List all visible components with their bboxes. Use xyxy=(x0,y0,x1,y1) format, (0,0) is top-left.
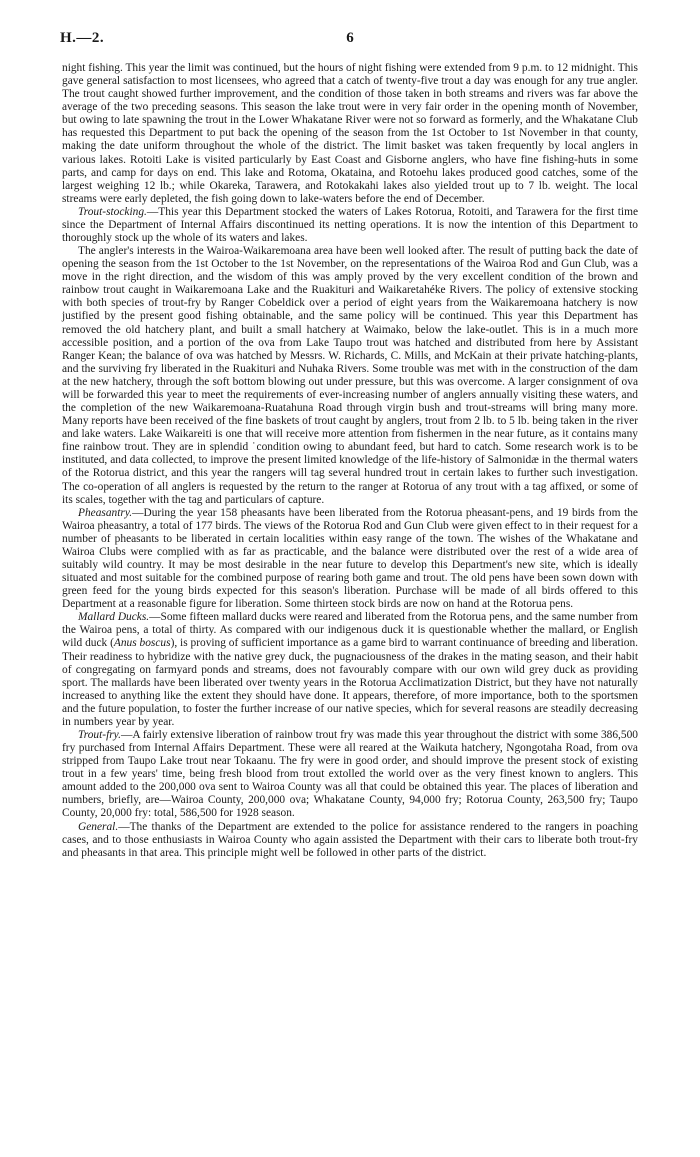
section-heading: Mallard Ducks. xyxy=(78,611,150,624)
paragraph-text: ), is proving of sufficient importance as a game bird to warrant continuance of breeding and liberation. Their readiness to hybridize with the native grey duck, the pugnaciousness of the drakes in the mating season, and their habit of congregating on farmyard ponds and streams, does not favourably compare with our own wild grey duck as providing sport. The mallards have been liberated over twenty years in the Rotorua Acclimatization District, but they have not naturally increased to anything like the extent they should have done. It appears, therefore, of more importance, both to the sportsmen and the future population, to foster the further increase of our native species, which for several reasons are steadily decreasing in numbers year by year. xyxy=(62,637,638,728)
section-heading: General. xyxy=(78,820,119,833)
section-heading: Trout-stocking. xyxy=(78,205,147,218)
page-number: 6 xyxy=(346,30,354,46)
paragraph-night-fishing xyxy=(62,62,638,206)
paragraph-general xyxy=(62,821,638,860)
paragraph-trout-stocking xyxy=(62,206,638,245)
paragraph-text: night fishing. This year the limit was continued, but the hours of night fishing were extended from 9 p.m. to 12 midnight. This gave general satisfaction to most licensees, who agreed that a catch of twenty-five trout a day was enough for any true angler. The trout caught showed further improvement, and the condition of those taken in both streams and rivers was far above the average of the two preceding seasons. This season the lake trout were in very fair order in the opening month of November, but owing to late spawning the trout in the Lower Whakatane River were not so forward as formerly, and the Whakatane Club has requested this Department to put back the opening of the season from the 1st October to 1st November in that county, making the date uniform throughout the whole of the district. The limit basket was taken frequently by local anglers in various lakes. Rotoiti Lake is visited particularly by East Coast and Gisborne anglers, who have fine fishing-huts in some parts, and camp for days on end. This lake and Rotoma, Okataina, and Rotoehu lakes produced good catches, some of the largest weighing 12 lb.; while Okareka, Tarawera, and Rotokakahi lakes also yielded trout up to 7 lb. weight. The local streams were early depleted, the fish going down to lake-waters before the end of December. xyxy=(62,62,638,205)
paragraph-text: —This year this Department stocked the waters of Lakes Rotorua, Rotoiti, and Tarawera for the first time since the Department of Internal Affairs discontinued its netting operations. It is now the intention of this Department to thoroughly stock up the whole of its waters and lakes. xyxy=(62,205,638,245)
paragraph-text: —During the year 158 pheasants have been liberated from the Rotorua pheasant-pens, and 19 birds from the Wairoa pheasantry, a total of 177 birds. The views of the Rotorua Rod and Gun Club were given effect to in their request for a number of pheasants to be liberated in certain localities within easy range of the town. The wishes of the Whakatane and Wairoa Clubs were complied with as far as practicable, and the balance were distributed over the rest of a wide area of suitably wild country. It may be most desirable in the near future to develop this Department's new site, which is ideally situated and most suitable for the combined purpose of rearing both game and trout. The old pens have been sown down with green feed for the young birds expected for this season's liberation. Purchase will be made of all birds offered to this Department at a reasonable figure for liberation. Some thirteen stock birds are now on hand at the Rotorua pens. xyxy=(62,506,638,611)
paragraph-text: —Some fifteen mallard ducks were reared and liberated from the Rotorua pens, and the same number from the Wairoa pens, a total of thirty. As compared with our indigenous duck it is questionable whether the mallard, or English wild duck ( xyxy=(62,611,639,650)
paragraph-pheasantry xyxy=(62,507,638,612)
paragraph-wairoa-waikaremoana xyxy=(62,245,638,507)
paragraph-mallard-ducks xyxy=(62,611,638,729)
section-heading: Pheasantry. xyxy=(78,506,133,519)
paragraph-text: —A fairly extensive liberation of rainbow trout fry was made this year throughout the district with some 386,500 fry purchased from Internal Affairs Department. These were all reared at the Waikuta hatchery, Ngongotaha Road, from ova stripped from Taupo Lake trout near Tokaanu. The fry were in good order, and should improve the present stock of existing trout in a few years' time, being fresh blood from trout extolled the world over as the very finest known to anglers. This amount added to the 200,000 ova sent to Wairoa County was all that could be obtained this year. The places of liberation and numbers, briefly, are—Wairoa County, 200,000 ova; Whakatane County, 94,000 fry; Rotorua County, 263,500 fry; Taupo County, 20,000 fry: total, 586,500 for 1928 season. xyxy=(62,728,638,820)
document-reference: H.—2. xyxy=(60,30,105,46)
paragraph-text: —The thanks of the Department are extended to the police for assistance rendered to the rangers in poaching cases, and to those enthusiasts in Wairoa County who again assisted the Department with their cars to liberate both trout-fry and pheasants in that area. This principle might well be followed in other parts of the district. xyxy=(62,820,638,859)
scientific-name: Anus boscus xyxy=(113,637,171,650)
paragraph-text: The angler's interests in the Wairoa-Waikaremoana area have been well looked after. The result of putting back the date of opening the season from the 1st October to the 1st November, on the representations of the Wairoa Rod and Gun Club, was a move in the right direction, and the wisdom of this was amply proved by the very excellent condition of the brown and rainbow trout caught in Waikaremoana Lake and the Ruakituri and Waikaretahéke Rivers. The policy of extensive stocking with both species of trout-fry by Ranger Cobeldick over a period of eight years from the Waikaremoana hatchery is now justified by the present good fishing obtainable, and the same policy will be continued. This year this Department has removed the old hatchery plant, and built a small hatchery at Waimako, below the lake-outlet. This is in a much more accessible position, and a portion of the ova from Lake Taupo trout was hatched and distributed from here by Assistant Ranger Kean; the balance of ova was hatched by Messrs. W. Richards, C. Mills, and McKain at their private hatching-plants, and the surviving fry liberated in the Ruakituri and Nuhaka Rivers. Some trouble was met with in the construction of the dam at the new hatchery, through the soft bottom blowing out under pressure, but this was overcome. A larger consignment of ova will be forwarded this year to meet the requirements of ever-increasing number of anglers annually visiting these waters, and the completion of the new Waikaremoana-Ruatahuna Road through virgin bush and trout-streams will bring many more. Many reports have been received of the fine baskets of trout caught by anglers, trout from 2 lb. to 5 lb. being taken in the river and lake waters. Lake Waikareiti is one that will receive more attention from fishermen in the near future, as it contains many fine rainbow trout. They are in splendid ˙condition owing to abundant feed, but hard to catch. Some research work is to be instituted, and data collected, to improve the present limited knowledge of the life-history of Salmonidæ in the thermal waters of the Rotorua district, and this year the rangers will tag several hundred trout in certain lakes to further such investigation. The co-operation of all anglers is requested by the return to the ranger at Rotorua of any trout with a tag affixed, or some of its scales, together with the tag and particulars of capture. xyxy=(62,245,638,506)
section-heading: Trout-fry. xyxy=(78,728,121,741)
paragraph-trout-fry xyxy=(62,729,638,821)
page-header xyxy=(60,30,640,50)
body-text xyxy=(62,62,638,860)
